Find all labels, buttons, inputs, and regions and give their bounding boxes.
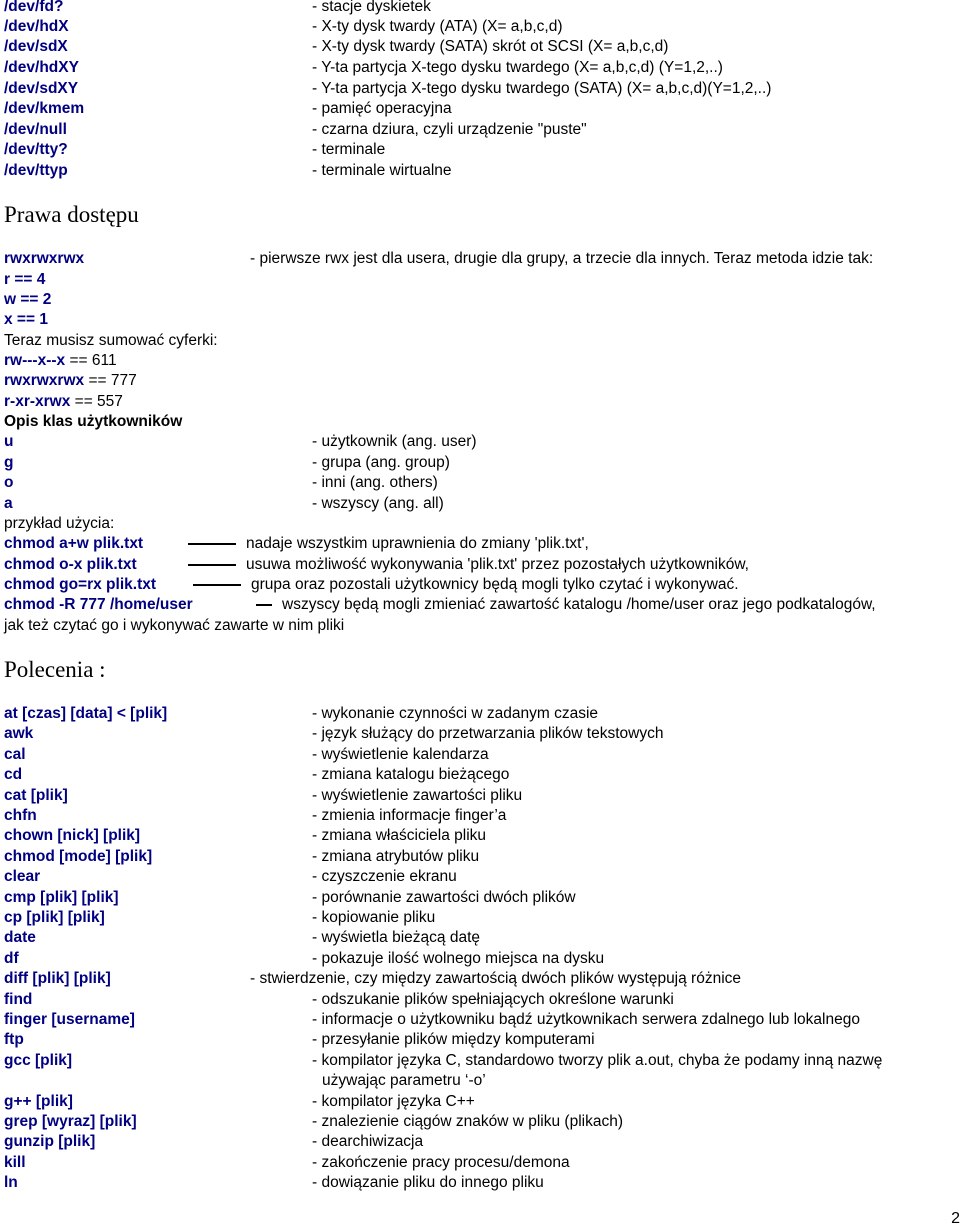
class-term: o	[4, 474, 14, 491]
command-desc: - stwierdzenie, czy między zawartością dwóch plików występują różnice	[250, 970, 742, 987]
chmod-example-desc	[188, 555, 749, 575]
device-term: /dev/fd?	[4, 0, 64, 15]
command-term: chfn	[4, 807, 37, 824]
command-term: cal	[4, 746, 26, 763]
command-desc: - zakończenie pracy procesu/demona	[312, 1154, 570, 1171]
example-term: r-xr-xrwx	[4, 393, 71, 410]
command-desc: - wyświetlenie zawartości pliku	[312, 787, 523, 804]
device-desc: - stacje dyskietek	[312, 0, 431, 15]
command-desc: - dowiązanie pliku do innego pliku	[312, 1174, 544, 1191]
command-desc: - dearchiwizacja	[312, 1133, 424, 1150]
chmod-example-text: grupa oraz pozostali użytkownicy będą mogli tylko czytać i wykonywać.	[251, 576, 739, 593]
command-desc: - odszukanie plików spełniających określone warunki	[312, 991, 674, 1008]
chmod-example-text: usuwa możliwość wykonywania 'plik.txt' przez pozostałych użytkowników,	[246, 556, 749, 573]
command-term: clear	[4, 868, 41, 885]
command-desc: - czyszczenie ekranu	[312, 868, 457, 885]
r-value: r == 4	[4, 271, 46, 288]
command-term: date	[4, 929, 36, 946]
command-term: cd	[4, 766, 23, 783]
device-desc: - X-ty dysk twardy (ATA) (X= a,b,c,d)	[312, 18, 563, 35]
command-term: cat [plik]	[4, 787, 68, 804]
device-term: /dev/null	[4, 121, 67, 138]
device-term: /dev/sdXY	[4, 80, 79, 97]
command-desc: - przesyłanie plików między komputerami	[312, 1031, 595, 1048]
device-desc: - Y-ta partycja X-tego dysku twardego (SATA) (X= a,b,c,d)(Y=1,2,..)	[312, 80, 772, 97]
example-number: == 611	[65, 352, 117, 369]
chmod-example-cmd: chmod a+w plik.txt	[4, 535, 144, 552]
example-value	[4, 351, 117, 371]
sum-text: Teraz musisz sumować cyferki:	[4, 332, 218, 349]
rwx-term: rwxrwxrwx	[4, 250, 85, 267]
device-term: /dev/tty?	[4, 141, 68, 158]
class-desc: - inni (ang. others)	[312, 474, 438, 491]
command-desc: - kompilator języka C, standardowo tworzy plik a.out, chyba że podamy inną nazwę	[312, 1052, 883, 1069]
chmod-example-cmd: chmod go=rx plik.txt	[4, 576, 157, 593]
chmod-example-desc	[193, 575, 739, 595]
example-number: == 777	[84, 372, 137, 389]
device-term: /dev/ttyp	[4, 162, 68, 179]
chmod-example-desc	[256, 595, 876, 615]
em-dash-line	[188, 564, 236, 566]
command-term: at [czas] [data] < [plik]	[4, 705, 168, 722]
command-term: cp [plik] [plik]	[4, 909, 105, 926]
device-term: /dev/hdX	[4, 18, 69, 35]
chmod-example-text: wszyscy będą mogli zmieniać zawartość katalogu /home/user oraz jego podkatalogów,	[282, 596, 876, 613]
device-term: /dev/sdX	[4, 38, 68, 55]
command-desc: używając parametru ‘-o’	[322, 1072, 486, 1089]
chmod-example-desc	[188, 534, 589, 554]
command-term: g++ [plik]	[4, 1093, 73, 1110]
em-dash-line	[188, 543, 236, 545]
command-desc: - zmienia informacje finger’a	[312, 807, 507, 824]
section-heading-access: Prawa dostępu	[4, 202, 139, 227]
class-term: g	[4, 454, 14, 471]
device-term: /dev/hdXY	[4, 59, 79, 76]
example-label: przykład użycia:	[4, 515, 115, 532]
class-term: u	[4, 433, 14, 450]
w-value: w == 2	[4, 291, 52, 308]
command-term: gcc [plik]	[4, 1052, 73, 1069]
example-term: rwxrwxrwx	[4, 372, 85, 389]
command-term: chown [nick] [plik]	[4, 827, 141, 844]
rwx-desc: - pierwsze rwx jest dla usera, drugie dla grupy, a trzecie dla innych. Teraz metoda idzie tak:	[250, 250, 874, 267]
section-heading-commands: Polecenia :	[4, 657, 106, 682]
example-number: == 557	[70, 393, 123, 410]
command-desc: - zmiana właściciela pliku	[312, 827, 487, 844]
command-term: cmp [plik] [plik]	[4, 889, 119, 906]
device-desc: - terminale	[312, 141, 386, 158]
command-term: df	[4, 950, 19, 967]
class-desc: - użytkownik (ang. user)	[312, 433, 477, 450]
class-desc: - grupa (ang. group)	[312, 454, 450, 471]
command-desc: - zmiana katalogu bieżącego	[312, 766, 510, 783]
device-desc: - terminale wirtualne	[312, 162, 452, 179]
device-desc: - czarna dziura, czyli urządzenie "puste"	[312, 121, 587, 138]
example-cont-text: jak też czytać go i wykonywać zawarte w nim pliki	[4, 617, 345, 634]
command-term: ftp	[4, 1031, 24, 1048]
chmod-example-cmd: chmod o-x plik.txt	[4, 556, 137, 573]
page-number: 2	[951, 1210, 960, 1227]
command-desc: - kompilator języka C++	[312, 1093, 475, 1110]
example-term: rw---x--x	[4, 352, 66, 369]
command-term: find	[4, 991, 33, 1008]
command-desc: - kopiowanie pliku	[312, 909, 436, 926]
em-dash-line	[193, 584, 241, 586]
command-term: finger [username]	[4, 1011, 135, 1028]
example-value	[4, 392, 123, 412]
command-desc: - informacje o użytkowniku bądź użytkownikach serwera zdalnego lub lokalnego	[312, 1011, 860, 1028]
em-dash-line	[256, 604, 272, 606]
command-desc: - wyświetlenie kalendarza	[312, 746, 489, 763]
example-value	[4, 371, 137, 391]
command-term: kill	[4, 1154, 26, 1171]
command-desc: - znalezienie ciągów znaków w pliku (plikach)	[312, 1113, 623, 1130]
command-desc: - wyświetla bieżącą datę	[312, 929, 480, 946]
x-value: x == 1	[4, 311, 48, 328]
command-term: gunzip [plik]	[4, 1133, 96, 1150]
command-term: grep [wyraz] [plik]	[4, 1113, 137, 1130]
device-desc: - Y-ta partycja X-tego dysku twardego (X= a,b,c,d) (Y=1,2,..)	[312, 59, 723, 76]
command-term: chmod [mode] [plik]	[4, 848, 153, 865]
class-desc: - wszyscy (ang. all)	[312, 495, 444, 512]
class-term: a	[4, 495, 13, 512]
command-desc: - zmiana atrybutów pliku	[312, 848, 480, 865]
command-desc: - wykonanie czynności w zadanym czasie	[312, 705, 599, 722]
device-term: /dev/kmem	[4, 100, 85, 117]
chmod-example-text: nadaje wszystkim uprawnienia do zmiany 'plik.txt',	[246, 535, 589, 552]
chmod-example-cmd: chmod -R 777 /home/user	[4, 596, 193, 613]
command-term: ln	[4, 1174, 18, 1191]
command-desc: - pokazuje ilość wolnego miejsca na dysku	[312, 950, 605, 967]
command-term: awk	[4, 725, 34, 742]
device-desc: - pamięć operacyjna	[312, 100, 452, 117]
command-desc: - język służący do przetwarzania plików tekstowych	[312, 725, 664, 742]
classes-heading: Opis klas użytkowników	[4, 413, 183, 430]
command-term: diff [plik] [plik]	[4, 970, 111, 987]
command-desc: - porównanie zawartości dwóch plików	[312, 889, 576, 906]
device-desc: - X-ty dysk twardy (SATA) skrót ot SCSI (X= a,b,c,d)	[312, 38, 669, 55]
